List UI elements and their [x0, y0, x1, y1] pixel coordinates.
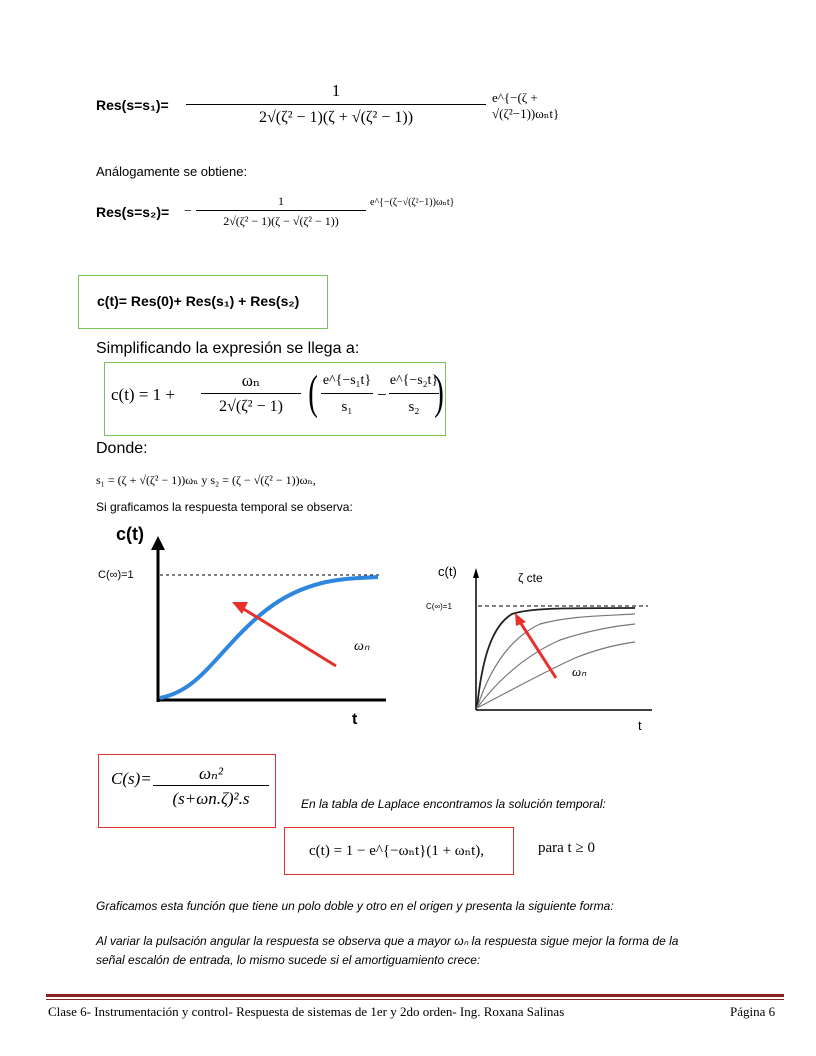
- res1-exponent: e^{−(ζ + √(ζ²−1))ωₙt}: [492, 90, 560, 121]
- s-defs: s₁ = (ζ + √(ζ² − 1))ωₙ y s₂ = (ζ − √(ζ² − 1))ωₙ,: [96, 473, 316, 487]
- graph2-curve-mid: [477, 614, 635, 708]
- footer-left: Clase 6- Instrumentación y control- Respuesta de sistemas de 1er y 2do orden- Ing. Roxana Salinas: [48, 1004, 565, 1019]
- ct-eq-lhs: c(t) = 1 +: [111, 385, 176, 404]
- graph2-y-arrowhead: [473, 568, 479, 578]
- graph2-curve-slowest: [477, 642, 635, 708]
- res1-fraction: [186, 80, 486, 129]
- cs-box: [98, 754, 276, 828]
- res2-block: [96, 193, 556, 243]
- ct-eq-frac: [201, 369, 301, 420]
- graficamos-text: Graficamos esta función que tiene un polo doble y otro en el origen y presenta la siguiente forma:: [96, 899, 614, 913]
- graph2-arrow-label: ωₙ: [572, 664, 587, 679]
- footer-rule-thin: [46, 999, 784, 1000]
- ct-eq-term2: [389, 369, 439, 420]
- graph1-arrow-shaft: [242, 608, 336, 666]
- graph-intro: Si graficamos la respuesta temporal se observa:: [96, 500, 353, 514]
- graph2-arrowhead: [515, 613, 526, 626]
- footer-right: Página 6: [730, 1004, 776, 1019]
- res2-numerator: 1: [278, 194, 284, 208]
- ct-eq-lparen: (: [308, 366, 318, 419]
- ct-eq-t1-den: s₁: [341, 399, 353, 415]
- graph1-arrow-label: ωₙ: [354, 639, 370, 654]
- cs-frac: [153, 763, 269, 812]
- ct-eq-t2-den: s₂: [408, 399, 420, 415]
- graph2-arrow-shaft: [520, 622, 556, 678]
- cs-den: (s+ωn.ζ)².s: [172, 789, 250, 808]
- ct-solution-box: [284, 827, 514, 875]
- graph2-xlabel: t: [638, 718, 642, 733]
- graph2-ylabel: c(t): [438, 564, 457, 579]
- res1-block: [96, 80, 560, 140]
- ct-sum-box: [78, 275, 328, 329]
- res1-label: Res(s=s₁)=: [96, 97, 169, 113]
- para-text: para t ≥ 0: [538, 840, 595, 856]
- graph1: [96, 520, 396, 730]
- res2-label: Res(s=s₂)=: [96, 204, 170, 220]
- simplify-text: Simplificando la expresión se llega a:: [96, 340, 360, 357]
- variar-text-1: Al variar la pulsación angular la respuesta se observa que a mayor ωₙ la respuesta sigue mejor la forma de la: [96, 934, 679, 948]
- ct-eq-t2-num: e^{−s₂t}: [389, 373, 439, 388]
- laplace-text: En la tabla de Laplace encontramos la solución temporal:: [301, 797, 606, 811]
- ct-eq-term1: [321, 369, 373, 420]
- variar-text-2: señal escalón de entrada, lo mismo sucede si el amortiguamiento crece:: [96, 953, 481, 967]
- graph2-level-label: C(∞)=1: [426, 602, 452, 611]
- ct-sum-text: c(t)= Res(0)+ Res(s₁) + Res(s₂): [97, 293, 300, 309]
- graph2: [420, 558, 660, 738]
- res2-sign: −: [184, 204, 192, 219]
- donde-text: Donde:: [96, 440, 148, 457]
- ct-eq-rparen: ): [434, 366, 444, 419]
- graph1-ylabel: c(t): [116, 524, 144, 544]
- graph1-arrowhead: [232, 602, 248, 614]
- ct-eq-box: [104, 362, 446, 436]
- res2-denominator: 2√(ζ² − 1)(ζ − √(ζ² − 1)): [223, 214, 339, 228]
- cs-lhs: C(s)=: [111, 769, 152, 788]
- graph1-xlabel: t: [352, 711, 358, 728]
- analog-text: Análogamente se obtiene:: [96, 164, 248, 179]
- cs-num: ωₙ²: [199, 764, 223, 783]
- res2-fraction: [196, 193, 366, 230]
- ct-eq-frac-den: 2√(ζ² − 1): [219, 398, 283, 415]
- ct-eq-frac-num: ωₙ: [241, 371, 261, 390]
- ct-eq-minus: −: [377, 385, 387, 404]
- ct-eq-t1-num: e^{−s₁t}: [322, 373, 372, 388]
- graph2-zeta-label: ζ cte: [518, 571, 543, 585]
- res2-exponent: e^{−(ζ−√(ζ²−1))ωₙt}: [370, 197, 455, 208]
- ct-solution: c(t) = 1 − e^{−ωₙt}(1 + ωₙt),: [309, 843, 485, 859]
- res1-denominator: 2√(ζ² − 1)(ζ + √(ζ² − 1)): [258, 109, 414, 126]
- graph1-level-label: C(∞)=1: [98, 569, 134, 581]
- footer-rule-thick: [46, 994, 784, 997]
- graph1-y-arrowhead: [151, 536, 165, 550]
- graph1-curve: [160, 577, 378, 698]
- res1-numerator: 1: [331, 81, 341, 100]
